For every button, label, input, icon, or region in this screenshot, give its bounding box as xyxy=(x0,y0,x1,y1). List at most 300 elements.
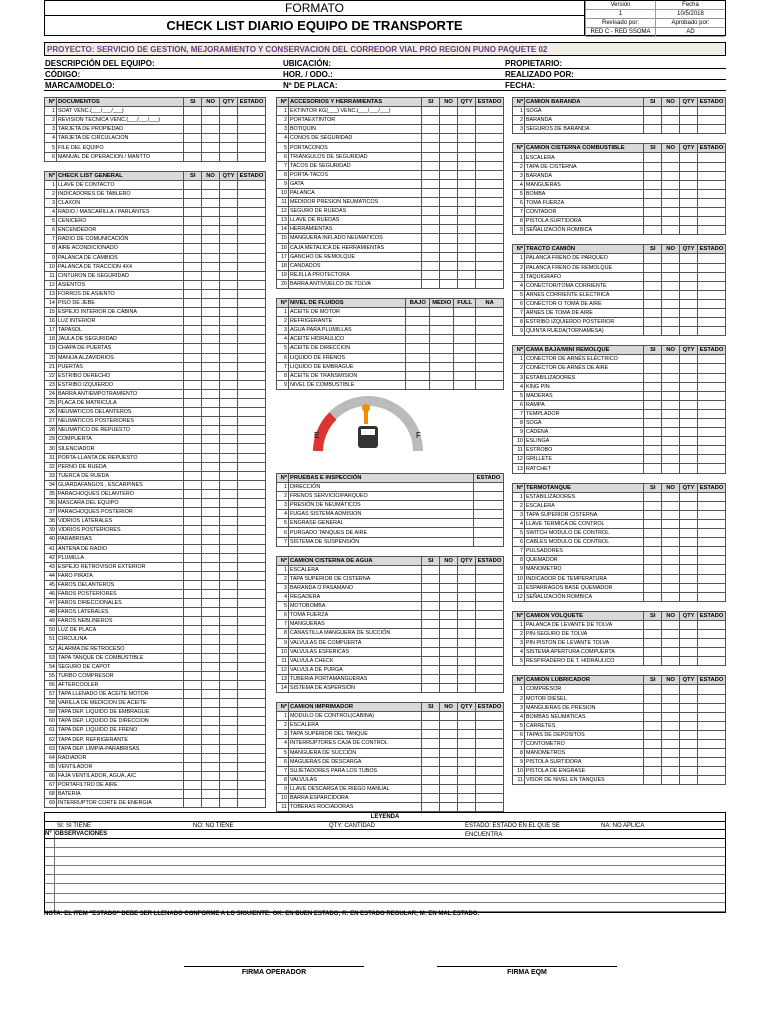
check-cell[interactable] xyxy=(184,580,202,589)
check-cell[interactable] xyxy=(220,335,238,344)
check-cell[interactable] xyxy=(430,344,454,353)
check-cell[interactable] xyxy=(698,299,726,308)
check-cell[interactable] xyxy=(237,489,265,498)
observacion-row[interactable] xyxy=(45,894,725,903)
check-cell[interactable] xyxy=(662,318,680,327)
check-cell[interactable] xyxy=(644,583,662,592)
check-cell[interactable] xyxy=(184,635,202,644)
check-cell[interactable] xyxy=(662,180,680,189)
check-cell[interactable] xyxy=(476,380,504,389)
check-cell[interactable] xyxy=(680,198,698,207)
check-cell[interactable] xyxy=(680,180,698,189)
check-cell[interactable] xyxy=(422,803,440,812)
check-cell[interactable] xyxy=(184,198,202,207)
check-cell[interactable] xyxy=(202,526,220,535)
check-cell[interactable] xyxy=(475,261,503,270)
check-cell[interactable] xyxy=(644,620,662,629)
check-cell[interactable] xyxy=(698,208,726,217)
check-cell[interactable] xyxy=(237,280,265,289)
check-cell[interactable] xyxy=(644,382,662,391)
check-cell[interactable] xyxy=(422,216,440,225)
check-cell[interactable] xyxy=(202,344,220,353)
check-cell[interactable] xyxy=(406,380,430,389)
check-cell[interactable] xyxy=(662,629,680,638)
check-cell[interactable] xyxy=(662,189,680,198)
check-cell[interactable] xyxy=(237,143,265,152)
check-cell[interactable] xyxy=(644,189,662,198)
check-cell[interactable] xyxy=(237,553,265,562)
check-cell[interactable] xyxy=(458,766,476,775)
check-cell[interactable] xyxy=(440,270,458,279)
check-cell[interactable] xyxy=(220,544,238,553)
check-cell[interactable] xyxy=(458,234,476,243)
check-cell[interactable] xyxy=(220,344,238,353)
observacion-row[interactable] xyxy=(45,839,725,848)
check-cell[interactable] xyxy=(406,326,430,335)
check-cell[interactable] xyxy=(202,326,220,335)
check-cell[interactable] xyxy=(202,226,220,235)
check-cell[interactable] xyxy=(458,794,476,803)
check-cell[interactable] xyxy=(475,125,503,134)
check-cell[interactable] xyxy=(184,735,202,744)
check-cell[interactable] xyxy=(698,639,726,648)
check-cell[interactable] xyxy=(220,799,238,808)
check-cell[interactable] xyxy=(680,565,698,574)
check-cell[interactable] xyxy=(662,217,680,226)
check-cell[interactable] xyxy=(422,107,440,116)
check-cell[interactable] xyxy=(184,690,202,699)
check-cell[interactable] xyxy=(202,790,220,799)
check-cell[interactable] xyxy=(644,547,662,556)
check-cell[interactable] xyxy=(406,308,430,317)
check-cell[interactable] xyxy=(440,683,458,692)
check-cell[interactable] xyxy=(697,776,725,785)
check-cell[interactable] xyxy=(458,638,476,647)
check-cell[interactable] xyxy=(698,171,726,180)
check-cell[interactable] xyxy=(184,107,202,116)
check-cell[interactable] xyxy=(422,161,440,170)
check-cell[interactable] xyxy=(662,583,680,592)
check-cell[interactable] xyxy=(202,189,220,198)
observacion-row[interactable] xyxy=(45,857,725,866)
check-cell[interactable] xyxy=(184,208,202,217)
check-cell[interactable] xyxy=(662,510,680,519)
check-cell[interactable] xyxy=(184,280,202,289)
check-cell[interactable] xyxy=(422,674,440,683)
check-cell[interactable] xyxy=(440,207,458,216)
check-cell[interactable] xyxy=(475,243,503,252)
check-cell[interactable] xyxy=(440,583,458,592)
check-cell[interactable] xyxy=(680,299,698,308)
check-cell[interactable] xyxy=(644,529,662,538)
check-cell[interactable] xyxy=(184,326,202,335)
check-cell[interactable] xyxy=(680,657,698,666)
check-cell[interactable] xyxy=(422,794,440,803)
check-cell[interactable] xyxy=(422,583,440,592)
check-cell[interactable] xyxy=(440,803,458,812)
check-cell[interactable] xyxy=(475,216,503,225)
check-cell[interactable] xyxy=(440,757,458,766)
check-cell[interactable] xyxy=(202,535,220,544)
check-cell[interactable] xyxy=(237,152,265,161)
check-cell[interactable] xyxy=(680,592,698,601)
check-cell[interactable] xyxy=(220,717,238,726)
check-cell[interactable] xyxy=(680,327,698,336)
check-cell[interactable] xyxy=(237,134,265,143)
check-cell[interactable] xyxy=(475,757,503,766)
check-cell[interactable] xyxy=(184,744,202,753)
check-cell[interactable] xyxy=(184,771,202,780)
check-cell[interactable] xyxy=(476,353,504,362)
check-cell[interactable] xyxy=(698,272,726,281)
check-cell[interactable] xyxy=(422,721,440,730)
check-cell[interactable] xyxy=(220,735,238,744)
check-cell[interactable] xyxy=(458,784,476,793)
check-cell[interactable] xyxy=(237,753,265,762)
check-cell[interactable] xyxy=(458,216,476,225)
check-cell[interactable] xyxy=(422,757,440,766)
check-cell[interactable] xyxy=(202,635,220,644)
check-cell[interactable] xyxy=(220,744,238,753)
check-cell[interactable] xyxy=(680,574,698,583)
check-cell[interactable] xyxy=(458,279,476,288)
check-cell[interactable] xyxy=(662,519,680,528)
check-cell[interactable] xyxy=(475,620,503,629)
check-cell[interactable] xyxy=(422,766,440,775)
check-cell[interactable] xyxy=(662,547,680,556)
check-cell[interactable] xyxy=(422,198,440,207)
check-cell[interactable] xyxy=(697,767,725,776)
check-cell[interactable] xyxy=(680,226,698,235)
check-cell[interactable] xyxy=(184,134,202,143)
info-placa[interactable]: Nº DE PLACA: xyxy=(282,80,504,91)
check-cell[interactable] xyxy=(237,298,265,307)
check-cell[interactable] xyxy=(202,644,220,653)
check-cell[interactable] xyxy=(220,708,238,717)
check-cell[interactable] xyxy=(237,499,265,508)
check-cell[interactable] xyxy=(220,289,238,298)
check-cell[interactable] xyxy=(184,571,202,580)
check-cell[interactable] xyxy=(440,638,458,647)
check-cell[interactable] xyxy=(220,371,238,380)
check-cell[interactable] xyxy=(644,318,662,327)
check-cell[interactable] xyxy=(662,171,680,180)
check-cell[interactable] xyxy=(697,373,725,382)
check-cell[interactable] xyxy=(697,107,725,116)
check-cell[interactable] xyxy=(680,639,698,648)
check-cell[interactable] xyxy=(644,685,662,694)
check-cell[interactable] xyxy=(644,409,662,418)
check-cell[interactable] xyxy=(644,437,662,446)
check-cell[interactable] xyxy=(440,170,458,179)
check-cell[interactable] xyxy=(237,125,265,134)
check-cell[interactable] xyxy=(680,400,698,409)
check-cell[interactable] xyxy=(662,492,680,501)
check-cell[interactable] xyxy=(644,391,662,400)
check-cell[interactable] xyxy=(680,373,698,382)
check-cell[interactable] xyxy=(662,740,680,749)
check-cell[interactable] xyxy=(698,217,726,226)
check-cell[interactable] xyxy=(475,638,503,647)
check-cell[interactable] xyxy=(422,225,440,234)
check-cell[interactable] xyxy=(184,143,202,152)
check-cell[interactable] xyxy=(202,617,220,626)
check-cell[interactable] xyxy=(220,280,238,289)
check-cell[interactable] xyxy=(662,373,680,382)
check-cell[interactable] xyxy=(662,391,680,400)
check-cell[interactable] xyxy=(220,453,238,462)
check-cell[interactable] xyxy=(422,188,440,197)
check-cell[interactable] xyxy=(458,656,476,665)
check-cell[interactable] xyxy=(644,639,662,648)
check-cell[interactable] xyxy=(220,244,238,253)
check-cell[interactable] xyxy=(458,583,476,592)
check-cell[interactable] xyxy=(184,717,202,726)
check-cell[interactable] xyxy=(440,279,458,288)
check-cell[interactable] xyxy=(680,308,698,317)
check-cell[interactable] xyxy=(662,419,680,428)
check-cell[interactable] xyxy=(644,263,662,272)
check-cell[interactable] xyxy=(202,289,220,298)
check-cell[interactable] xyxy=(202,508,220,517)
check-cell[interactable] xyxy=(237,644,265,653)
check-cell[interactable] xyxy=(644,290,662,299)
check-cell[interactable] xyxy=(644,565,662,574)
check-cell[interactable] xyxy=(237,671,265,680)
check-cell[interactable] xyxy=(458,161,476,170)
check-cell[interactable] xyxy=(237,562,265,571)
check-cell[interactable] xyxy=(698,648,726,657)
check-cell[interactable] xyxy=(184,289,202,298)
check-cell[interactable] xyxy=(237,435,265,444)
check-cell[interactable] xyxy=(680,492,698,501)
check-cell[interactable] xyxy=(237,399,265,408)
check-cell[interactable] xyxy=(237,289,265,298)
check-cell[interactable] xyxy=(237,189,265,198)
check-cell[interactable] xyxy=(202,399,220,408)
check-cell[interactable] xyxy=(220,235,238,244)
check-cell[interactable] xyxy=(430,380,454,389)
check-cell[interactable] xyxy=(422,252,440,261)
check-cell[interactable] xyxy=(184,344,202,353)
check-cell[interactable] xyxy=(422,207,440,216)
check-cell[interactable] xyxy=(220,753,238,762)
check-cell[interactable] xyxy=(698,189,726,198)
check-cell[interactable] xyxy=(475,107,503,116)
check-cell[interactable] xyxy=(662,153,680,162)
check-cell[interactable] xyxy=(202,125,220,134)
check-cell[interactable] xyxy=(440,107,458,116)
check-cell[interactable] xyxy=(440,739,458,748)
check-cell[interactable] xyxy=(644,657,662,666)
check-cell[interactable] xyxy=(440,161,458,170)
check-cell[interactable] xyxy=(662,198,680,207)
check-cell[interactable] xyxy=(202,107,220,116)
check-cell[interactable] xyxy=(184,589,202,598)
check-cell[interactable] xyxy=(184,553,202,562)
check-cell[interactable] xyxy=(237,735,265,744)
check-cell[interactable] xyxy=(220,198,238,207)
check-cell[interactable] xyxy=(697,703,725,712)
check-cell[interactable] xyxy=(237,680,265,689)
check-cell[interactable] xyxy=(680,208,698,217)
check-cell[interactable] xyxy=(184,426,202,435)
check-cell[interactable] xyxy=(202,553,220,562)
check-cell[interactable] xyxy=(644,703,662,712)
check-cell[interactable] xyxy=(202,680,220,689)
check-cell[interactable] xyxy=(644,125,662,134)
check-cell[interactable] xyxy=(440,721,458,730)
check-cell[interactable] xyxy=(680,556,698,565)
check-cell[interactable] xyxy=(458,757,476,766)
check-cell[interactable] xyxy=(184,599,202,608)
check-cell[interactable] xyxy=(680,428,698,437)
check-cell[interactable] xyxy=(237,326,265,335)
check-cell[interactable] xyxy=(220,380,238,389)
check-cell[interactable] xyxy=(475,179,503,188)
check-cell[interactable] xyxy=(202,571,220,580)
check-cell[interactable] xyxy=(680,263,698,272)
check-cell[interactable] xyxy=(475,593,503,602)
check-cell[interactable] xyxy=(644,364,662,373)
check-cell[interactable] xyxy=(662,758,680,767)
check-cell[interactable] xyxy=(644,740,662,749)
check-cell[interactable] xyxy=(474,492,504,501)
check-cell[interactable] xyxy=(202,280,220,289)
check-cell[interactable] xyxy=(680,272,698,281)
check-cell[interactable] xyxy=(644,776,662,785)
check-cell[interactable] xyxy=(475,116,503,125)
check-cell[interactable] xyxy=(220,226,238,235)
check-cell[interactable] xyxy=(474,483,504,492)
check-cell[interactable] xyxy=(454,353,476,362)
check-cell[interactable] xyxy=(202,143,220,152)
check-cell[interactable] xyxy=(458,565,476,574)
check-cell[interactable] xyxy=(662,428,680,437)
check-cell[interactable] xyxy=(202,471,220,480)
check-cell[interactable] xyxy=(680,529,698,538)
check-cell[interactable] xyxy=(662,290,680,299)
check-cell[interactable] xyxy=(440,261,458,270)
check-cell[interactable] xyxy=(680,694,698,703)
check-cell[interactable] xyxy=(475,170,503,179)
check-cell[interactable] xyxy=(202,662,220,671)
check-cell[interactable] xyxy=(680,767,698,776)
check-cell[interactable] xyxy=(680,776,698,785)
check-cell[interactable] xyxy=(184,562,202,571)
check-cell[interactable] xyxy=(237,453,265,462)
check-cell[interactable] xyxy=(458,188,476,197)
check-cell[interactable] xyxy=(220,699,238,708)
check-cell[interactable] xyxy=(220,326,238,335)
check-cell[interactable] xyxy=(220,608,238,617)
check-cell[interactable] xyxy=(202,626,220,635)
check-cell[interactable] xyxy=(422,647,440,656)
check-cell[interactable] xyxy=(662,721,680,730)
check-cell[interactable] xyxy=(237,717,265,726)
check-cell[interactable] xyxy=(422,629,440,638)
check-cell[interactable] xyxy=(697,409,725,418)
check-cell[interactable] xyxy=(644,400,662,409)
check-cell[interactable] xyxy=(662,409,680,418)
check-cell[interactable] xyxy=(422,656,440,665)
check-cell[interactable] xyxy=(475,188,503,197)
observacion-row[interactable] xyxy=(45,848,725,857)
check-cell[interactable] xyxy=(644,217,662,226)
check-cell[interactable] xyxy=(475,712,503,721)
check-cell[interactable] xyxy=(458,125,476,134)
info-realizado-por[interactable]: REALIZADO POR: xyxy=(504,69,726,80)
check-cell[interactable] xyxy=(440,216,458,225)
check-cell[interactable] xyxy=(475,665,503,674)
check-cell[interactable] xyxy=(220,671,238,680)
check-cell[interactable] xyxy=(202,744,220,753)
check-cell[interactable] xyxy=(184,189,202,198)
check-cell[interactable] xyxy=(697,364,725,373)
check-cell[interactable] xyxy=(475,647,503,656)
check-cell[interactable] xyxy=(422,739,440,748)
check-cell[interactable] xyxy=(237,408,265,417)
check-cell[interactable] xyxy=(662,116,680,125)
check-cell[interactable] xyxy=(697,510,725,519)
check-cell[interactable] xyxy=(644,538,662,547)
check-cell[interactable] xyxy=(220,589,238,598)
check-cell[interactable] xyxy=(475,207,503,216)
check-cell[interactable] xyxy=(430,371,454,380)
check-cell[interactable] xyxy=(202,371,220,380)
check-cell[interactable] xyxy=(662,639,680,648)
check-cell[interactable] xyxy=(644,648,662,657)
check-cell[interactable] xyxy=(440,629,458,638)
check-cell[interactable] xyxy=(237,362,265,371)
check-cell[interactable] xyxy=(697,685,725,694)
check-cell[interactable] xyxy=(237,544,265,553)
check-cell[interactable] xyxy=(697,355,725,364)
check-cell[interactable] xyxy=(644,308,662,317)
check-cell[interactable] xyxy=(430,353,454,362)
check-cell[interactable] xyxy=(458,775,476,784)
check-cell[interactable] xyxy=(475,583,503,592)
check-cell[interactable] xyxy=(202,780,220,789)
check-cell[interactable] xyxy=(202,235,220,244)
check-cell[interactable] xyxy=(430,308,454,317)
check-cell[interactable] xyxy=(202,708,220,717)
check-cell[interactable] xyxy=(662,254,680,263)
check-cell[interactable] xyxy=(476,344,504,353)
check-cell[interactable] xyxy=(220,262,238,271)
check-cell[interactable] xyxy=(237,726,265,735)
check-cell[interactable] xyxy=(644,749,662,758)
check-cell[interactable] xyxy=(202,426,220,435)
check-cell[interactable] xyxy=(697,455,725,464)
check-cell[interactable] xyxy=(237,780,265,789)
check-cell[interactable] xyxy=(698,308,726,317)
check-cell[interactable] xyxy=(220,499,238,508)
check-cell[interactable] xyxy=(422,279,440,288)
check-cell[interactable] xyxy=(237,762,265,771)
check-cell[interactable] xyxy=(644,721,662,730)
check-cell[interactable] xyxy=(698,198,726,207)
check-cell[interactable] xyxy=(220,444,238,453)
check-cell[interactable] xyxy=(220,680,238,689)
check-cell[interactable] xyxy=(644,327,662,336)
check-cell[interactable] xyxy=(475,565,503,574)
check-cell[interactable] xyxy=(440,152,458,161)
check-cell[interactable] xyxy=(237,417,265,426)
check-cell[interactable] xyxy=(202,544,220,553)
check-cell[interactable] xyxy=(440,565,458,574)
check-cell[interactable] xyxy=(680,290,698,299)
